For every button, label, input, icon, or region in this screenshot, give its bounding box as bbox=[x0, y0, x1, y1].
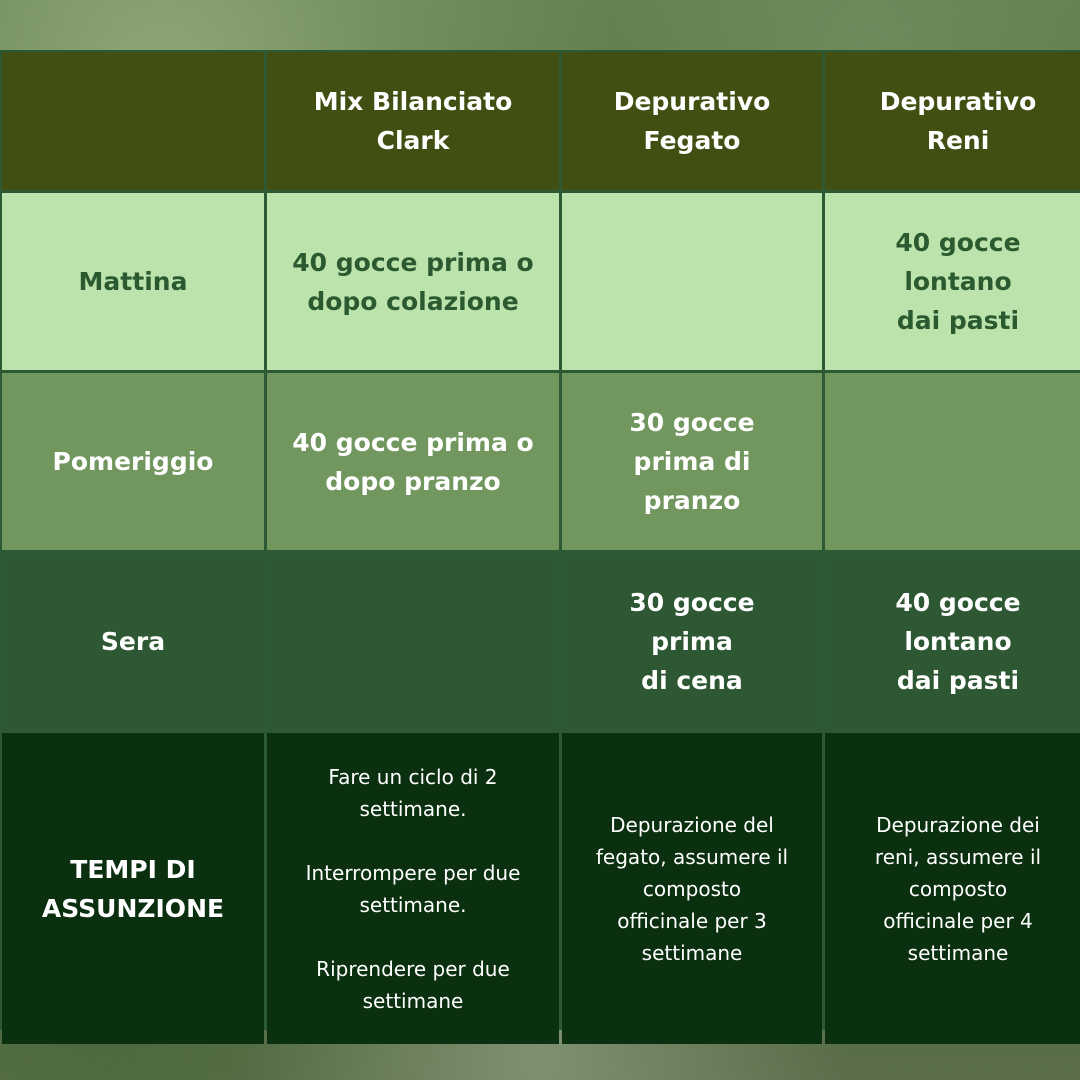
sera-reni-cell: 40 gocce lontano dai pasti bbox=[825, 553, 1080, 730]
tempi-mix-step-3: Riprendere per due settimane bbox=[316, 956, 510, 1013]
sera-fegato-cell: 30 gocce prima di cena bbox=[562, 553, 822, 730]
tempi-mix-step-2: Interrompere per due settimane. bbox=[305, 860, 521, 917]
mattina-mix-cell: 40 gocce prima o dopo colazione bbox=[267, 193, 559, 370]
row-label-tempi-di-assunzione: TEMPI DI ASSUNZIONE bbox=[2, 733, 264, 1044]
dosage-table bbox=[0, 50, 1080, 1030]
row-label-sera: Sera bbox=[2, 553, 264, 730]
pomeriggio-fegato-cell: 30 gocce prima di pranzo bbox=[562, 373, 822, 550]
mattina-reni-cell: 40 gocce lontano dai pasti bbox=[825, 193, 1080, 370]
tempi-reni-cell: Depurazione dei reni, assumere il composto officinale per 4 settimane bbox=[825, 733, 1080, 1044]
tempi-mix-cell bbox=[267, 733, 559, 1044]
tempi-fegato-cell: Depurazione del fegato, assumere il composto officinale per 3 settimane bbox=[562, 733, 822, 1044]
sera-mix-cell bbox=[267, 553, 559, 730]
header-corner-cell bbox=[2, 52, 264, 190]
header-depurativo-reni: Depurativo Reni bbox=[825, 52, 1080, 190]
header-depurativo-fegato: Depurativo Fegato bbox=[562, 52, 822, 190]
header-mix-bilanciato-clark: Mix Bilanciato Clark bbox=[267, 52, 559, 190]
mattina-fegato-cell bbox=[562, 193, 822, 370]
row-label-mattina: Mattina bbox=[2, 193, 264, 370]
row-label-pomeriggio: Pomeriggio bbox=[2, 373, 264, 550]
pomeriggio-mix-cell: 40 gocce prima o dopo pranzo bbox=[267, 373, 559, 550]
pomeriggio-reni-cell bbox=[825, 373, 1080, 550]
tempi-mix-step-1: Fare un ciclo di 2 settimane. bbox=[328, 764, 498, 821]
